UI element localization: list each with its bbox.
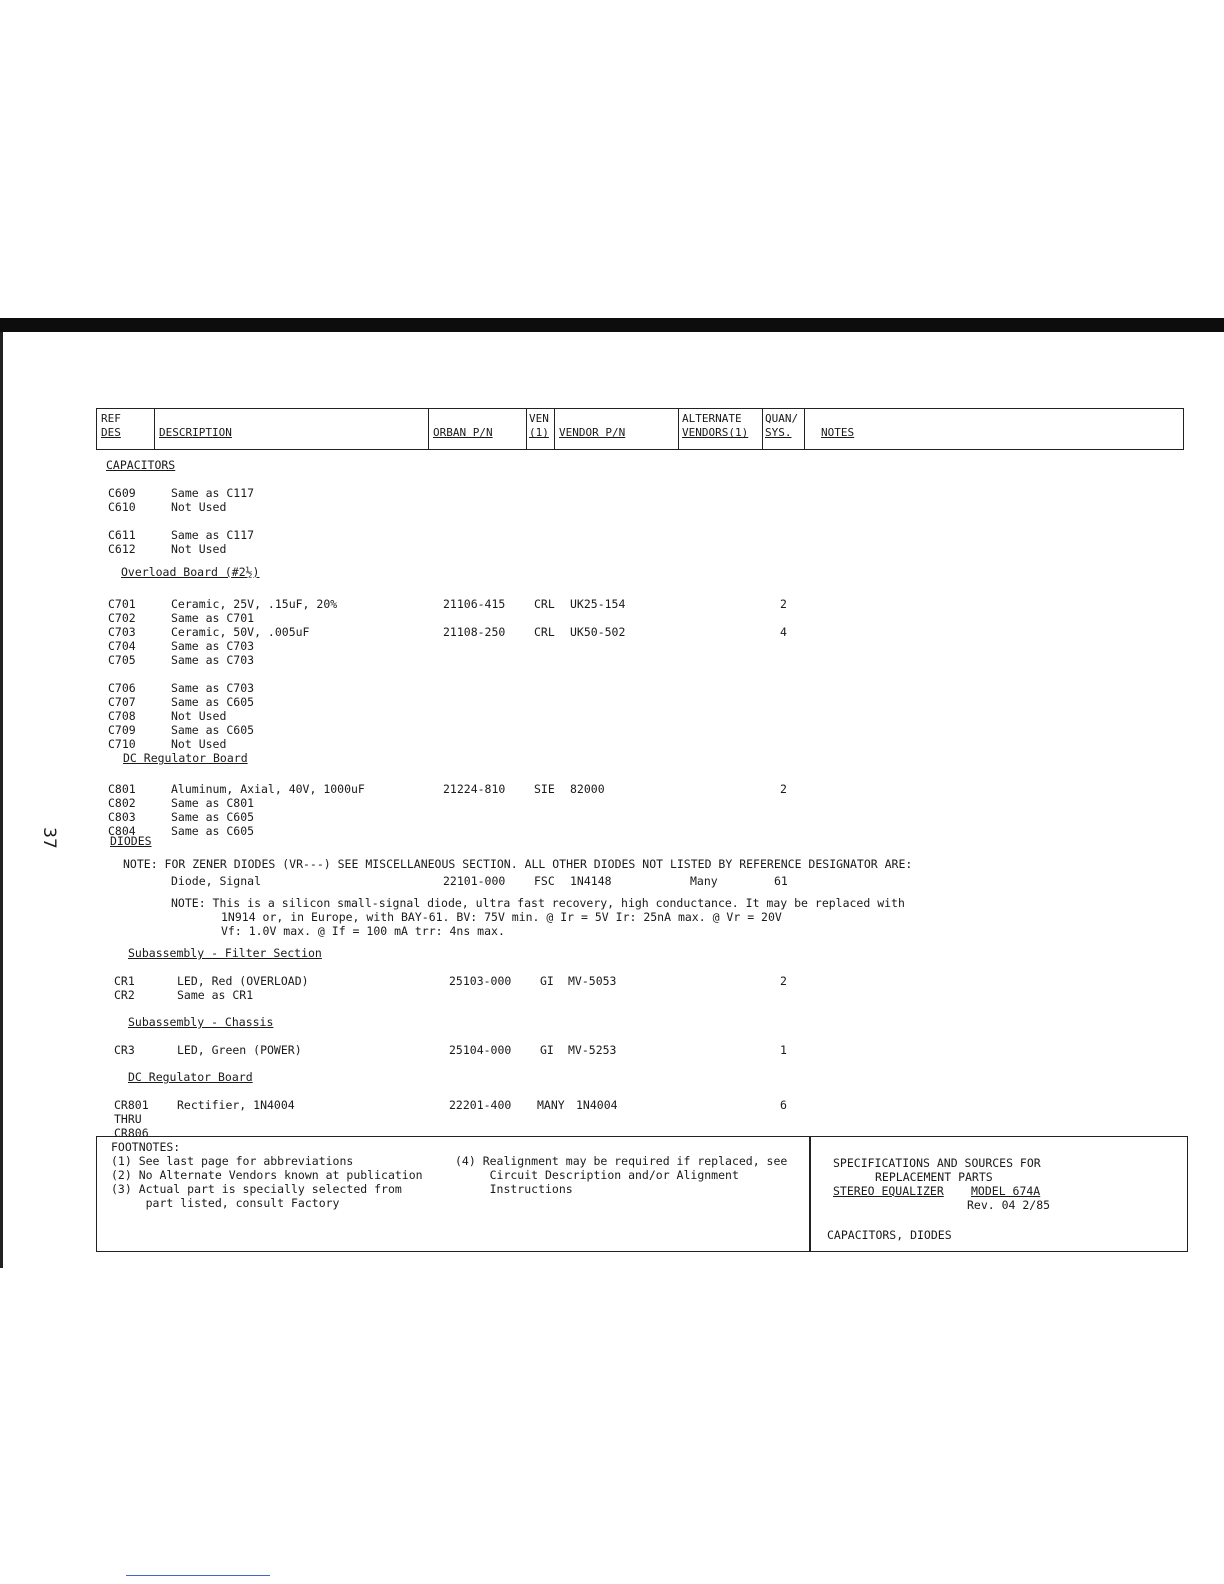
- header-quan-line1: QUAN/: [765, 412, 799, 425]
- cell-description: Same as CR1: [177, 988, 254, 1002]
- cell-quantity: 61: [774, 874, 788, 888]
- table-row: [0, 1043, 1224, 1057]
- cell-quantity: 2: [780, 782, 787, 796]
- header-vendor-pn-label: VENDOR P/N: [559, 426, 626, 439]
- cell-description: Same as C701: [171, 611, 255, 625]
- header-ven-line1: VEN: [529, 412, 549, 425]
- table-row: [0, 695, 1224, 709]
- cell-vendor: MANY: [537, 1098, 565, 1112]
- cell-description: Diode, Signal: [171, 874, 262, 888]
- cell-vendor: CRL: [534, 597, 555, 611]
- cell-description: Same as C703: [171, 639, 255, 653]
- cell-quantity: 2: [780, 974, 787, 988]
- cell-orban-pn: 22101-000: [443, 874, 506, 888]
- footnote-3b: part listed, consult Factory: [111, 1196, 340, 1210]
- table-row: [0, 988, 1224, 1002]
- cell-description: Same as C605: [171, 824, 255, 838]
- cell-ref-des: C802: [108, 796, 136, 810]
- cell-description: LED, Green (POWER): [177, 1043, 302, 1057]
- section-dc-regulator-1: DC Regulator Board: [123, 751, 248, 765]
- diode-note-line1: NOTE: This is a silicon small-signal diode, ultra fast recovery, high conductance. It may be replaced with: [171, 896, 905, 910]
- section-capacitors: CAPACITORS: [106, 458, 176, 472]
- header-alternate-line2: VENDORS(1): [682, 426, 749, 439]
- cell-ref-des: C708: [108, 709, 136, 723]
- footnote-4a: (4) Realignment may be required if replaced, see: [455, 1154, 788, 1168]
- table-row: [0, 681, 1224, 695]
- cell-orban-pn: 25104-000: [449, 1043, 512, 1057]
- cell-vendor: GI: [540, 1043, 554, 1057]
- cell-vendor-pn: 1N4148: [570, 874, 612, 888]
- table-row: [0, 824, 1224, 838]
- diode-note-zener: NOTE: FOR ZENER DIODES (VR---) SEE MISCELLANEOUS SECTION. ALL OTHER DIODES NOT LISTED BY REFERENCE DESIGNATOR ARE:: [123, 857, 913, 871]
- header-ven-line2: (1): [529, 426, 549, 439]
- cell-ref-des: C703: [108, 625, 136, 639]
- table-row: [0, 782, 1224, 796]
- cell-alternate: Many: [690, 874, 718, 888]
- cell-description: Same as C703: [171, 681, 255, 695]
- header-description: [155, 409, 429, 449]
- cell-ref-des: THRU: [114, 1112, 142, 1126]
- cell-description: Same as C117: [171, 486, 255, 500]
- cell-ref-des: C707: [108, 695, 136, 709]
- cell-orban-pn: 21108-250: [443, 625, 506, 639]
- cell-ref-des: CR806: [114, 1126, 149, 1140]
- cell-description: Not Used: [171, 542, 227, 556]
- cell-vendor: SIE: [534, 782, 555, 796]
- cell-orban-pn: 22201-400: [449, 1098, 512, 1112]
- cell-ref-des: C804: [108, 824, 136, 838]
- cell-ref-des: C701: [108, 597, 136, 611]
- table-row: [0, 639, 1224, 653]
- cell-ref-des: CR801: [114, 1098, 149, 1112]
- cell-ref-des: C709: [108, 723, 136, 737]
- table-row: [0, 709, 1224, 723]
- table-row: [0, 810, 1224, 824]
- table-row: [0, 486, 1224, 500]
- header-vendor-pn: [555, 409, 679, 449]
- diode-note-line2: 1N914 or, in Europe, with BAY-61. BV: 75V min. @ Ir = 5V Ir: 25nA max. @ Vr = 20V: [221, 910, 782, 924]
- cell-ref-des: CR2: [114, 988, 135, 1002]
- table-row: [0, 597, 1224, 611]
- cell-ref-des: C609: [108, 486, 136, 500]
- header-ref: [97, 409, 155, 449]
- section-subassembly-filter: Subassembly - Filter Section: [128, 946, 322, 960]
- table-row: [0, 542, 1224, 556]
- header-notes: [805, 409, 1183, 449]
- cell-ref-des: C801: [108, 782, 136, 796]
- table-row: [0, 611, 1224, 625]
- cell-ref-des: C611: [108, 528, 136, 542]
- table-row: [0, 1098, 1224, 1112]
- table-row: [0, 723, 1224, 737]
- cell-vendor-pn: 82000: [570, 782, 605, 796]
- cell-orban-pn: 21106-415: [443, 597, 506, 611]
- footnote-4c: Instructions: [455, 1182, 573, 1196]
- header-ref-line1: REF: [101, 412, 121, 425]
- footnote-4b: Circuit Description and/or Alignment: [455, 1168, 739, 1182]
- title-model: MODEL 674A: [971, 1184, 1041, 1198]
- cell-description: Same as C605: [171, 723, 255, 737]
- title-revision: Rev. 04 2/85: [967, 1198, 1051, 1212]
- cell-description: Ceramic, 25V, .15uF, 20%: [171, 597, 338, 611]
- footnote-3a: (3) Actual part is specially selected from: [111, 1182, 402, 1196]
- cell-description: LED, Red (OVERLOAD): [177, 974, 309, 988]
- cell-vendor: CRL: [534, 625, 555, 639]
- cell-ref-des: C803: [108, 810, 136, 824]
- cell-ref-des: C705: [108, 653, 136, 667]
- table-row: [0, 1112, 1224, 1126]
- cell-quantity: 2: [780, 597, 787, 611]
- footnote-2: (2) No Alternate Vendors known at publication: [111, 1168, 423, 1182]
- cell-quantity: 1: [780, 1043, 787, 1057]
- cell-ref-des: C610: [108, 500, 136, 514]
- cell-ref-des: C710: [108, 737, 136, 751]
- section-diodes: DIODES: [110, 834, 152, 848]
- cell-description: Same as C801: [171, 796, 255, 810]
- table-row: [0, 796, 1224, 810]
- cell-description: Same as C117: [171, 528, 255, 542]
- cell-description: Ceramic, 50V, .005uF: [171, 625, 310, 639]
- title-line2: REPLACEMENT PARTS: [875, 1170, 993, 1184]
- table-row: [0, 500, 1224, 514]
- title-block: [810, 1136, 1188, 1252]
- diode-note-line3: Vf: 1.0V max. @ If = 100 mA trr: 4ns max.: [221, 924, 505, 938]
- scan-top-band: [0, 318, 1224, 332]
- header-description-label: DESCRIPTION: [159, 426, 232, 439]
- cell-quantity: 4: [780, 625, 787, 639]
- footnotes-title: FOOTNOTES:: [111, 1140, 181, 1154]
- cell-vendor: GI: [540, 974, 554, 988]
- cell-ref-des: C702: [108, 611, 136, 625]
- cell-description: Not Used: [171, 709, 227, 723]
- footnotes-box: [96, 1136, 810, 1252]
- cell-description: Same as C605: [171, 695, 255, 709]
- cell-ref-des: CR1: [114, 974, 135, 988]
- header-notes-label: NOTES: [821, 426, 855, 439]
- table-row: [0, 528, 1224, 542]
- cell-vendor: FSC: [534, 874, 555, 888]
- cell-orban-pn: 25103-000: [449, 974, 512, 988]
- title-product: STEREO EQUALIZER: [833, 1184, 944, 1198]
- cell-ref-des: C706: [108, 681, 136, 695]
- section-overload-board: Overload Board (#2½): [121, 565, 260, 579]
- cell-ref-des: C612: [108, 542, 136, 556]
- header-alternate-line1: ALTERNATE: [682, 412, 742, 425]
- table-row: [0, 737, 1224, 751]
- header-quan: [763, 409, 805, 449]
- table-row: [0, 653, 1224, 667]
- cell-description: Same as C703: [171, 653, 255, 667]
- cell-description: Not Used: [171, 737, 227, 751]
- cell-ref-des: CR3: [114, 1043, 135, 1057]
- footnote-1: (1) See last page for abbreviations: [111, 1154, 354, 1168]
- cell-vendor-pn: UK50-502: [570, 625, 626, 639]
- cell-vendor-pn: 1N4004: [576, 1098, 618, 1112]
- table-row: [0, 625, 1224, 639]
- page-number: 37: [38, 827, 59, 849]
- table-row: [0, 874, 1224, 888]
- header-ref-line2: DES: [101, 426, 121, 439]
- table-header: [96, 408, 1184, 450]
- cell-description: Not Used: [171, 500, 227, 514]
- cell-ref-des: C704: [108, 639, 136, 653]
- section-subassembly-chassis: Subassembly - Chassis: [128, 1015, 274, 1029]
- cell-vendor-pn: MV-5053: [568, 974, 617, 988]
- cell-quantity: 6: [780, 1098, 787, 1112]
- cell-orban-pn: 21224-810: [443, 782, 506, 796]
- header-quan-line2: SYS.: [765, 426, 792, 439]
- cell-vendor-pn: MV-5253: [568, 1043, 617, 1057]
- table-row: [0, 974, 1224, 988]
- bottom-rule: [126, 1575, 270, 1576]
- header-ven: [527, 409, 555, 449]
- header-orban: [429, 409, 527, 449]
- title-line1: SPECIFICATIONS AND SOURCES FOR: [833, 1156, 1041, 1170]
- section-dc-regulator-2: DC Regulator Board: [128, 1070, 253, 1084]
- header-alternate: [679, 409, 763, 449]
- header-orban-label: ORBAN P/N: [433, 426, 493, 439]
- cell-description: Same as C605: [171, 810, 255, 824]
- title-section: CAPACITORS, DIODES: [827, 1228, 952, 1242]
- cell-description: Rectifier, 1N4004: [177, 1098, 295, 1112]
- cell-vendor-pn: UK25-154: [570, 597, 626, 611]
- cell-description: Aluminum, Axial, 40V, 1000uF: [171, 782, 365, 796]
